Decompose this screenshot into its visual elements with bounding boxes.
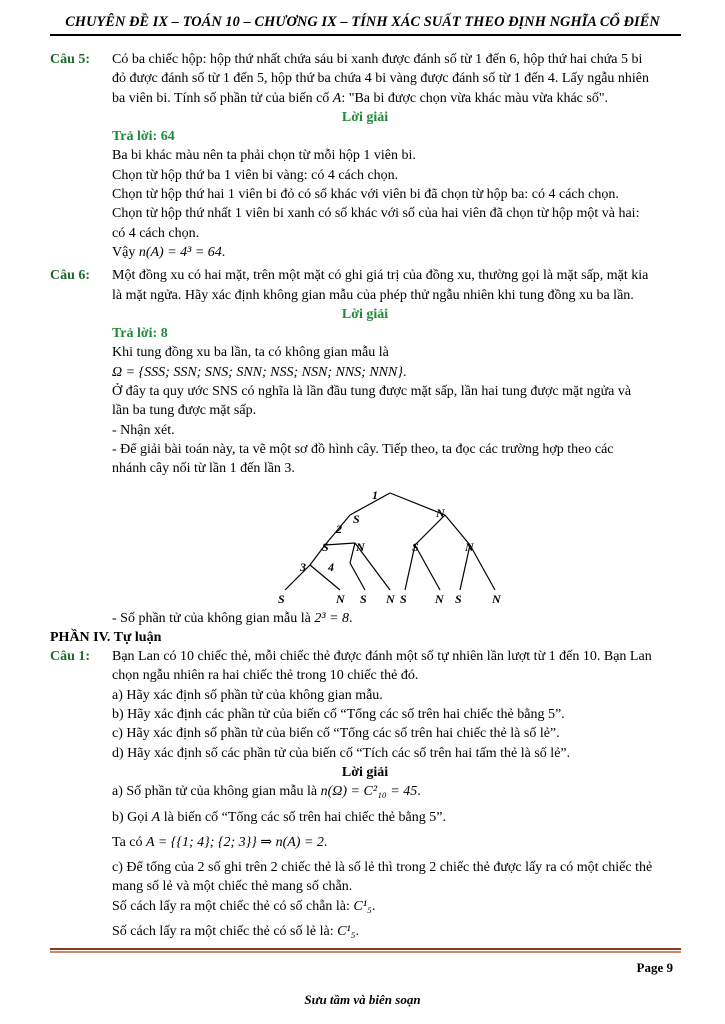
- tree-label: 4: [328, 559, 334, 574]
- question-5-solution: [50, 127, 680, 262]
- tree-label: 3: [300, 559, 306, 574]
- footer-credit: Sưu tầm và biên soạn: [304, 992, 421, 1007]
- text-line: Chọn từ hộp thứ nhất 1 viên bi xanh có số khác với số của hai viên đã chọn từ hộp một và hai:: [112, 206, 640, 222]
- text-line: a) Hãy xác định số phần tử của không gian mẫu.: [112, 687, 383, 703]
- solution-title: Lời giải: [341, 306, 389, 322]
- text-line: mang số lẻ và một chiếc thẻ mang số chẵn.: [112, 879, 353, 895]
- text-line: - Số phần tử của không gian mẫu là 2³ = 8.: [112, 610, 353, 626]
- question-5-text: [112, 50, 680, 108]
- tree-node: S: [322, 539, 329, 554]
- question-6: [50, 266, 680, 305]
- formula: 2³ = 8: [314, 610, 350, 626]
- answer: Trả lời: 64: [112, 129, 175, 145]
- text-line: Chọn từ hộp thứ ba 1 viên bi vàng: có 4 cách chọn.: [112, 167, 399, 183]
- text-line: Một đồng xu có hai mặt, trên một mặt có ghi giá trị của đồng xu, thường gọi là mặt sấp, mặt kia: [112, 268, 649, 284]
- question-6-label: Câu 6:: [50, 268, 91, 284]
- text-line: c) Để tổng của 2 số ghi trên 2 chiếc thẻ là số lẻ thì trong 2 chiếc thẻ được lấy ra có một chiếc thẻ: [112, 860, 653, 876]
- text-line: Ω = {SSS; SSN; SNS; SNN; NSS; NSN; NNS; NNN}.: [112, 364, 407, 380]
- solution-title: Lời giải: [341, 109, 389, 125]
- tree-node: N: [465, 539, 474, 554]
- text-line: c) Hãy xác định số phần tử của biến cố “Tổng các số trên hai chiếc thẻ là số lẻ”.: [112, 726, 560, 742]
- question-6-text: [112, 266, 680, 305]
- text-line: - Để giải bài toán này, ta vẽ một sơ đồ hình cây. Tiếp theo, ta đọc các trường hợp theo các: [112, 441, 614, 457]
- text-line: Ở đây ta quy ước SNS có nghĩa là lần đầu tung được mặt sấp, lần hai tung được mặt ngửa và: [112, 384, 632, 400]
- document-body: [50, 50, 680, 941]
- text-line: Số cách lấy ra một chiếc thẻ có số lẻ là: C¹₅.: [112, 923, 359, 939]
- text-line: Số cách lấy ra một chiếc thẻ có số chẵn là: C¹₅.: [112, 898, 376, 914]
- tree-leaf: N: [492, 591, 501, 605]
- text-line: d) Hãy xác định số các phần tử của biến cố “Tích các số trên hai tấm thẻ là số lẻ”.: [112, 745, 571, 761]
- text-line: chọn ngẫu nhiên ra hai chiếc thẻ trong 10 chiếc thẻ đó.: [112, 668, 419, 684]
- text-line: Khi tung đồng xu ba lần, ta có không gian mẫu là: [112, 345, 389, 361]
- text-line: Có ba chiếc hộp: hộp thứ nhất chứa sáu bi xanh được đánh số từ 1 đến 6, hộp thứ hai chứa 5 bi: [112, 52, 643, 67]
- tree-node: S: [353, 511, 360, 526]
- question-5: [50, 50, 680, 108]
- section-heading: PHẦN IV. Tự luận: [50, 629, 162, 645]
- formula: n(A) = 4³ = 64: [138, 244, 222, 260]
- tree-leaf: S: [400, 591, 407, 605]
- formula: Ω = {SSS; SSN; SNS; SNN; NSS; NSN; NNS; NNN}: [112, 364, 403, 380]
- text-line: Ba bi khác màu nên ta phải chọn từ mỗi hộp 1 viên bi.: [112, 148, 416, 164]
- formula: n(Ω) = C²₁₀ = 45: [320, 784, 418, 800]
- question-1-label: Câu 1:: [50, 649, 91, 665]
- question-1: [50, 647, 680, 763]
- tree-leaf: S: [360, 591, 367, 605]
- text-line: nhánh cây nối từ lần 1 đến lần 3.: [112, 461, 295, 477]
- tree-leaf: N: [386, 591, 395, 605]
- question-1-solution: [50, 782, 680, 941]
- text-line: Bạn Lan có 10 chiếc thẻ, mỗi chiếc thẻ được đánh một số tự nhiên lần lượt từ 1 đến 10. Bạn Lan: [112, 649, 652, 665]
- solution-title: Lời giải: [341, 764, 389, 780]
- tree-label: 2: [336, 521, 342, 536]
- text-line: là mặt ngửa. Hãy xác định không gian mẫu của phép thử ngẫu nhiên khi tung đồng xu ba lần.: [112, 287, 634, 303]
- tree-leaf: S: [278, 591, 285, 605]
- text-line: Ta có A = {{1; 4}; {2; 3}} ⇒ n(A) = 2.: [112, 834, 328, 850]
- text-line: ba viên bi. Tính số phần tử của biến cố A: "Ba bi được chọn vừa khác màu vừa khác số".: [112, 90, 609, 106]
- page-header: CHUYÊN ĐỀ IX – TOÁN 10 – CHƯƠNG IX – TÍNH XÁC SUẤT THEO ĐỊNH NGHĨA CỔ ĐIỂN: [65, 14, 660, 30]
- text-line: Chọn từ hộp thứ hai 1 viên bi đỏ có số khác với viên bi đã chọn từ hộp ba: có 4 cách chọn.: [112, 187, 619, 203]
- text-line: có 4 cách chọn.: [112, 225, 200, 241]
- tree-node: N: [356, 539, 365, 554]
- header-rule: [50, 34, 681, 36]
- tree-leaf: S: [455, 591, 462, 605]
- tree-label: 1: [372, 487, 378, 502]
- text-line: lần ba tung được mặt sấp.: [112, 403, 257, 419]
- tree-diagram: [270, 485, 520, 605]
- tree-leaf: N: [435, 591, 444, 605]
- text-line: Vậy n(A) = 4³ = 64.: [112, 244, 226, 260]
- tree-node: S: [412, 539, 419, 554]
- formula: C¹₅: [353, 898, 372, 914]
- footer-rule: [50, 948, 681, 950]
- formula: C¹₅: [337, 923, 356, 939]
- question-5-label: Câu 5:: [50, 52, 91, 67]
- footer-rule: [50, 951, 681, 953]
- text-line: đỏ được đánh số từ 1 đến 5, hộp thứ ba chứa 4 bi vàng được đánh số từ 1 đến 4. Lấy ngẫu nhiên: [112, 71, 650, 87]
- question-6-solution: [50, 324, 680, 478]
- text-line: - Nhận xét.: [112, 422, 175, 438]
- tree-node: N: [436, 505, 445, 520]
- page-number: Page 9: [636, 960, 673, 975]
- text-line: b) Gọi A là biến cố “Tổng các số trên hai chiếc thẻ bằng 5”.: [112, 809, 446, 825]
- text-line: b) Hãy xác định các phần tử của biến cố “Tổng các số trên hai chiếc thẻ bằng 5”.: [112, 707, 565, 723]
- text-line: a) Số phần tử của không gian mẫu là n(Ω) = C²₁₀ = 45.: [112, 784, 421, 800]
- answer: Trả lời: 8: [112, 326, 168, 342]
- tree-leaf: N: [336, 591, 345, 605]
- question-1-text: [112, 647, 680, 763]
- formula: A = {{1; 4}; {2; 3}} ⇒ n(A) = 2: [146, 834, 324, 850]
